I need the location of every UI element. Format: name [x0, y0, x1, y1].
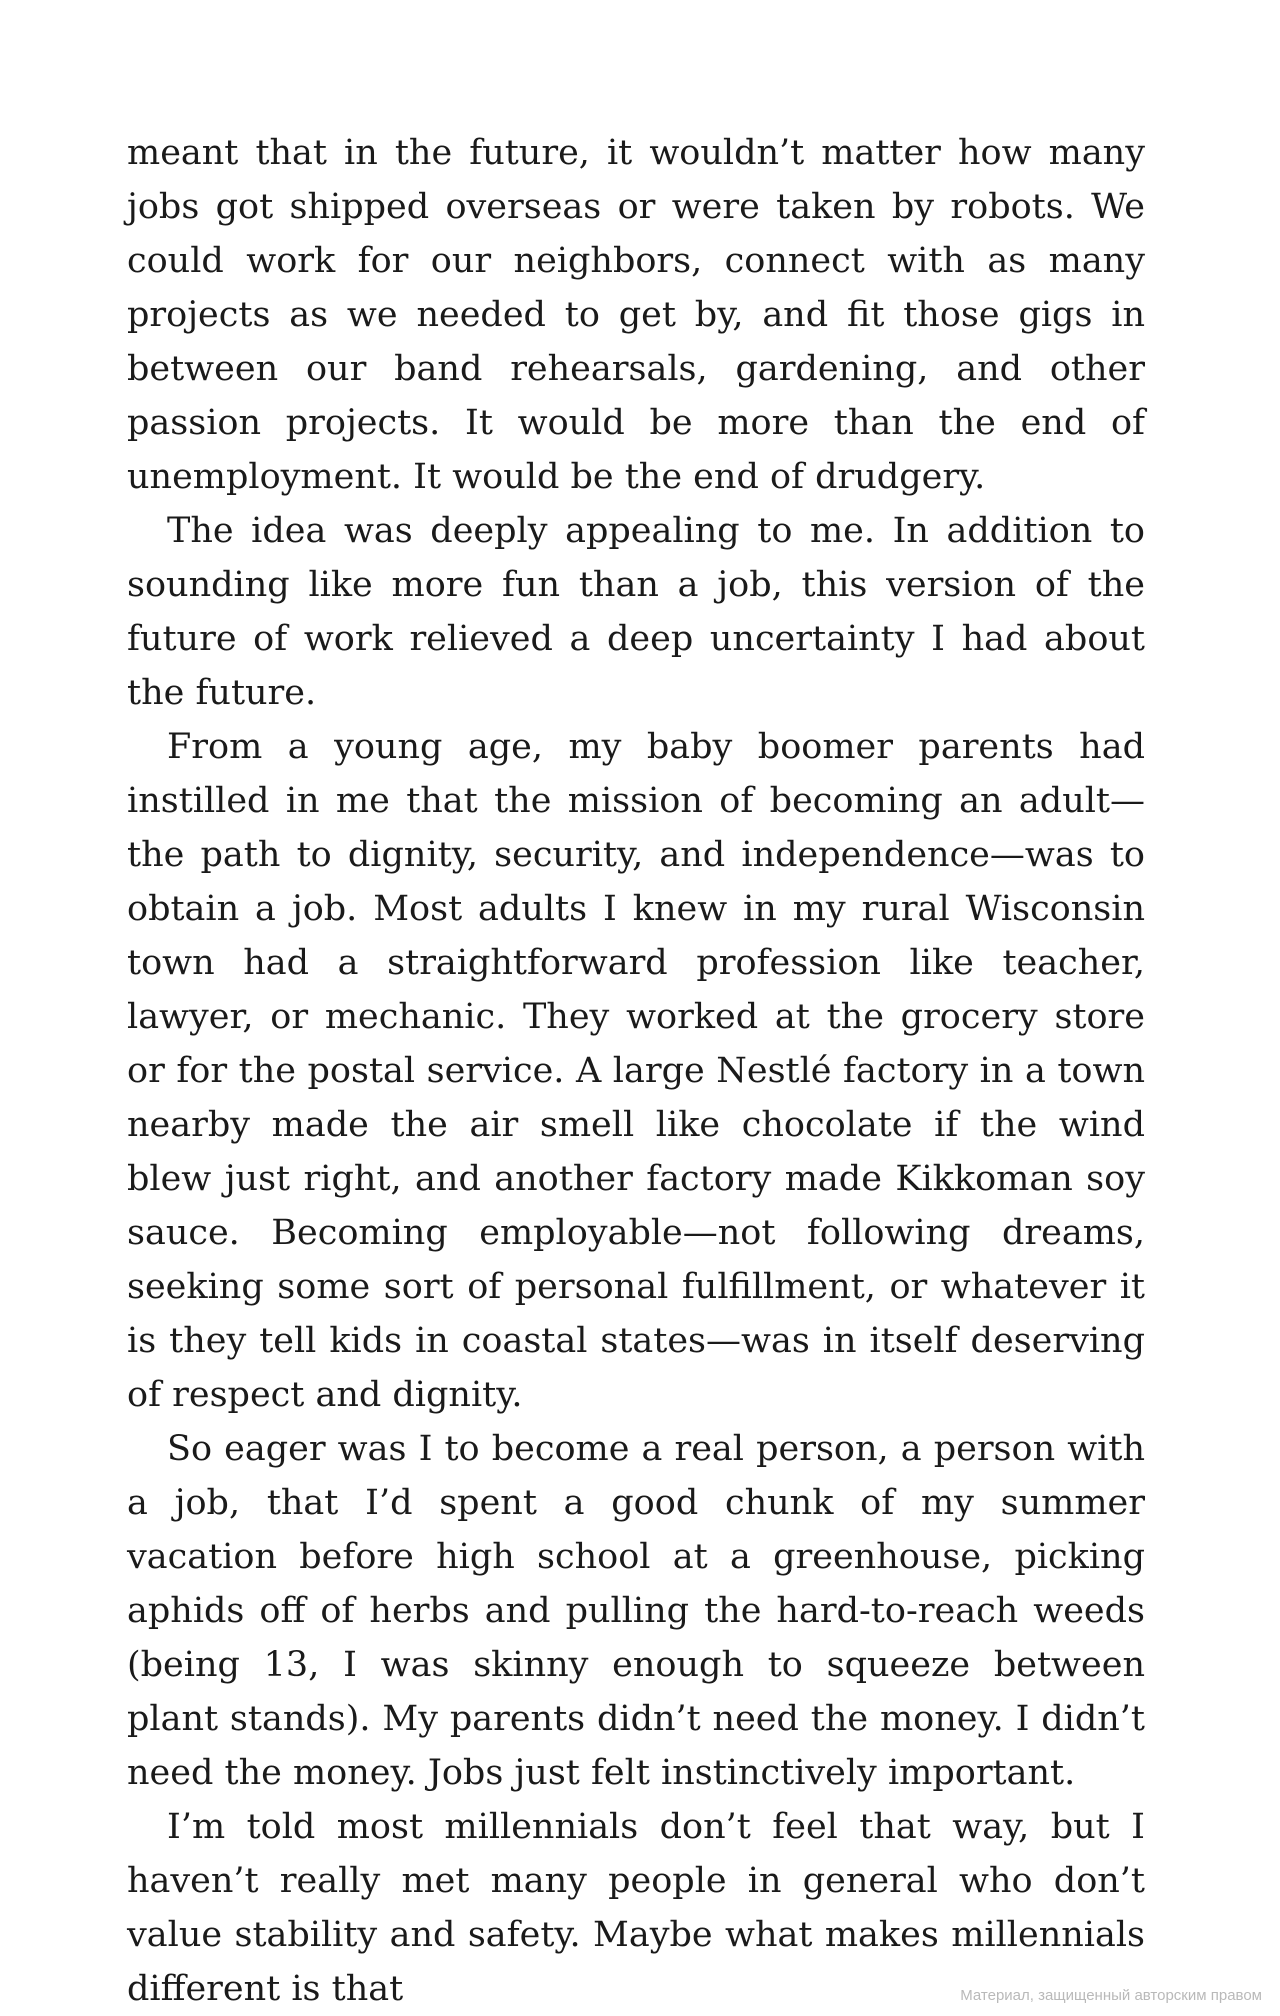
- paragraph: So eager was I to become a real person, a person with a job, that I’d spent a good chunk of my summer vacation before high school at a greenhouse, picking aphids off of herbs and pulling the hard-to-reach weeds (being 13, I was skinny enough to squeeze between plant stands). My parents didn’t need the money. I didn’t need the money. Jobs just felt instinctively important.: [127, 1429, 1145, 1793]
- paragraph: The idea was deeply appealing to me. In addition to sounding like more fun than a job, this version of the future of work relieved a deep uncertainty I had about the future.: [127, 511, 1145, 713]
- paragraph-continued: meant that in the future, it wouldn’t matter how many jobs got shipped overseas or were taken by robots. We could work for our neighbors, connect with as many projects as we needed to get by, and fit those gigs in between our band rehearsals, gardening, and other passion projects. It would be more than the end of unemployment. It would be the end of drudgery.: [127, 133, 1145, 497]
- paragraph: From a young age, my baby boomer parents had instilled in me that the mission of becoming an adult—the path to dignity, security, and independence—was to obtain a job. Most adults I knew in my rural Wisconsin town had a straightforward profession like teacher, lawyer, or mechanic. They worked at the grocery store or for the postal service. A large Nestlé factory in a town nearby made the air smell like chocolate if the wind blew just right, and another factory made Kikkoman soy sauce. Becoming employable—not following dreams, seeking some sort of personal fulfillment, or whatever it is they tell kids in coastal states—was in itself deserving of respect and dignity.: [127, 727, 1145, 1415]
- paragraph: I’m told most millennials don’t feel that way, but I haven’t really met many people in general who don’t value stability and safety. Maybe what makes millennials different is that: [127, 1807, 1145, 2009]
- book-page-body: [127, 126, 1145, 2016]
- copyright-watermark: Материал, защищенный авторским правом: [960, 1987, 1262, 2004]
